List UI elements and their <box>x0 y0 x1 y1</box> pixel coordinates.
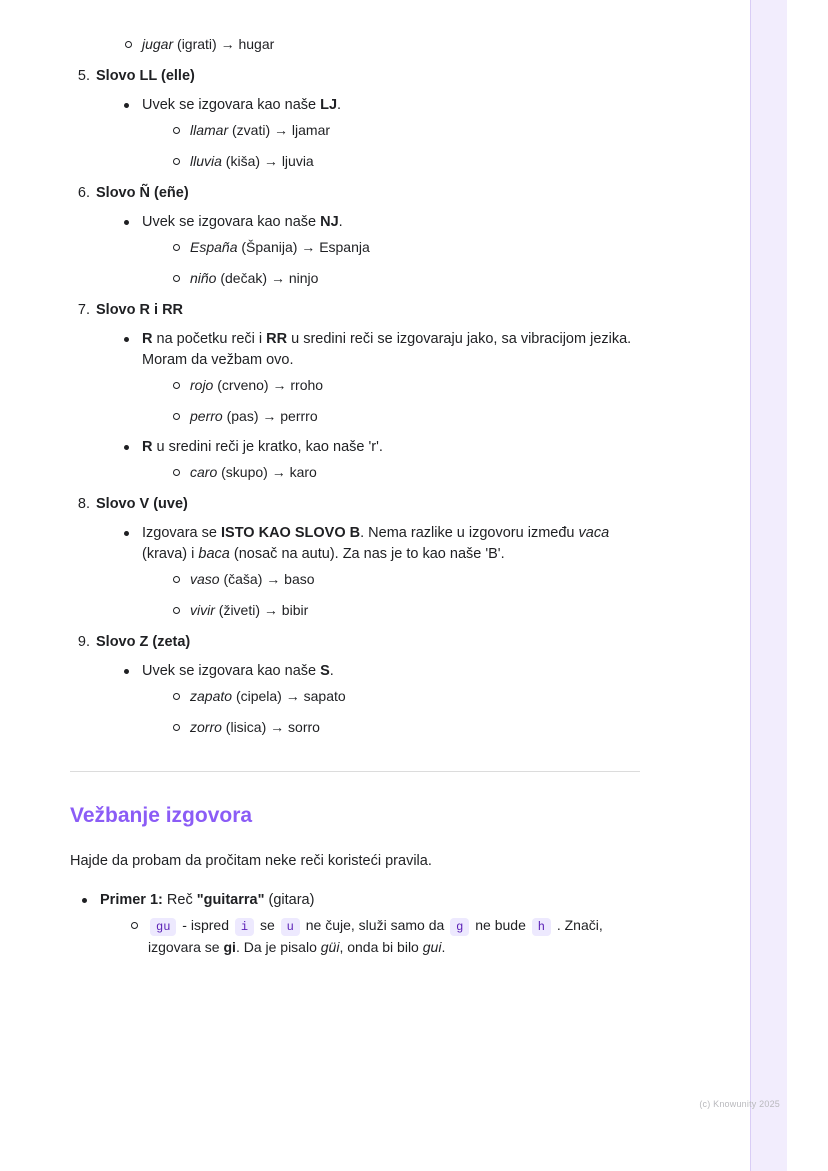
example-label: Primer 1: <box>100 892 163 908</box>
explanation-text: . Da je pisalo <box>235 939 321 955</box>
sub-list <box>142 120 640 171</box>
explanation-text: ne čuje, služi samo da <box>301 917 449 933</box>
example-word: rojo <box>190 377 214 393</box>
section-number: 6. <box>77 185 90 201</box>
rule-emphasis: R <box>142 439 153 455</box>
example-text: Reč <box>162 892 197 908</box>
sub-list-item <box>170 717 640 737</box>
rule-text: u sredini reči je kratko, kao naše 'r'. <box>152 439 383 455</box>
example-result: sapato <box>303 688 346 704</box>
sub-list <box>100 915 640 957</box>
sub-list <box>142 237 640 288</box>
example-word: España <box>190 239 238 255</box>
code-chip-h: h <box>532 918 551 936</box>
example-gloss: (igrati) <box>177 36 217 52</box>
arrow-icon: → <box>262 408 277 424</box>
section-item <box>70 493 640 620</box>
arrow-icon: → <box>272 377 287 393</box>
explanation-text: ne bude <box>471 917 530 933</box>
example-gloss: (zvati) <box>232 122 271 138</box>
example-result: ninjo <box>288 270 319 286</box>
explanation-italic: gui <box>422 939 442 955</box>
bullet-list <box>96 661 640 737</box>
rule-text: (krava) i <box>142 546 199 562</box>
bullet-item <box>120 329 640 426</box>
example-result: ljamar <box>291 122 331 138</box>
example-result: Espanja <box>319 239 370 255</box>
example-word: vaso <box>190 571 220 587</box>
example-result: rroho <box>290 377 324 393</box>
bullet-item <box>120 212 640 288</box>
sub-list-item <box>170 120 640 140</box>
sub-list-item <box>122 34 640 54</box>
section-title: Slovo Z (zeta) <box>96 634 191 650</box>
explanation-text: , onda bi bilo <box>339 939 423 955</box>
rule-emphasis: ISTO KAO SLOVO B <box>221 525 361 541</box>
watermark: (c) Knowunity 2025 <box>699 1099 780 1109</box>
rule-text-end: (nosač na autu). Za nas je to kao naše 'B'. <box>229 546 505 562</box>
rule-emphasis: R <box>142 331 153 347</box>
example-result: baso <box>284 571 315 587</box>
example-word: llamar <box>190 122 229 138</box>
arrow-icon: → <box>263 153 278 169</box>
example-gloss: (pas) <box>226 408 259 424</box>
rule-text: Uvek se izgovara kao naše <box>142 97 321 113</box>
arrow-icon: → <box>220 36 235 52</box>
section-title: Slovo LL (elle) <box>96 68 195 84</box>
example-gloss: (živeti) <box>218 602 261 618</box>
rule-italic-word: vaca <box>578 525 610 541</box>
code-chip-gu: gu <box>150 918 176 936</box>
rule-emphasis: S <box>320 663 330 679</box>
example-gloss: (čaša) <box>223 571 263 587</box>
section-title: Slovo V (uve) <box>96 496 188 512</box>
sub-list-continued <box>94 34 640 54</box>
rule-text: Uvek se izgovara kao naše <box>142 214 321 230</box>
arrow-icon: → <box>285 688 300 704</box>
arrow-icon: → <box>263 602 278 618</box>
example-gloss: (dečak) <box>220 270 268 286</box>
example-word: perro <box>190 408 223 424</box>
sub-list <box>142 569 640 620</box>
page-title: Vežbanje izgovora <box>70 804 253 827</box>
sub-list-item <box>170 268 640 288</box>
example-result: ljuvia <box>281 153 314 169</box>
sub-list-item <box>170 462 640 482</box>
rule-text-end: u sredini reči se izgovaraju jako, sa vibracijom jezika. Moram da vežbam ovo. <box>142 331 632 368</box>
bullet-item <box>120 437 640 482</box>
section-number: 7. <box>77 302 90 318</box>
example-gloss: (crveno) <box>217 377 269 393</box>
code-chip-g: g <box>450 918 469 936</box>
example-word: jugar <box>142 36 174 52</box>
arrow-icon: → <box>270 270 285 286</box>
example-result: bibir <box>281 602 309 618</box>
bullet-list <box>96 329 640 482</box>
code-chip-u: u <box>281 918 300 936</box>
rule-text: Uvek se izgovara kao naše <box>142 663 321 679</box>
example-word: caro <box>190 464 218 480</box>
example-gloss: (cipela) <box>235 688 282 704</box>
example-word: zapato <box>190 688 233 704</box>
bullet-list <box>96 95 640 171</box>
arrow-icon: → <box>274 122 289 138</box>
example-word: "guitarra" <box>196 892 265 908</box>
numbered-sections-list <box>70 65 640 737</box>
example-gloss: (Španija) <box>241 239 298 255</box>
sub-list-item <box>170 237 640 257</box>
section-title: Slovo Ñ (eñe) <box>96 185 189 201</box>
sub-list-item <box>170 151 640 171</box>
sub-list-item <box>170 375 640 395</box>
rule-emphasis: RR <box>266 331 288 347</box>
code-chip-i: i <box>235 918 254 936</box>
example-gloss: (skupo) <box>221 464 268 480</box>
rule-text-end: . <box>329 663 334 679</box>
example-result: sorro <box>288 719 320 735</box>
example-result: perrro <box>280 408 318 424</box>
bullet-list <box>96 523 640 620</box>
arrow-icon: → <box>271 464 286 480</box>
arrow-icon: → <box>301 239 316 255</box>
explanation-text-end: . <box>441 939 446 955</box>
bullet-item <box>78 890 640 957</box>
explanation-text: . Znači, izgovara se <box>148 917 603 955</box>
document-content <box>70 0 640 968</box>
practice-bullet-list <box>70 890 640 957</box>
rule-text: Izgovara se <box>142 525 221 541</box>
sub-list <box>142 375 640 426</box>
rule-italic-word: baca <box>198 546 230 562</box>
example-word: niño <box>190 270 217 286</box>
rule-emphasis: LJ <box>320 97 338 113</box>
sub-list-item <box>170 686 640 706</box>
rule-text-end: . <box>338 214 343 230</box>
section-number: 9. <box>77 634 90 650</box>
sub-list-item <box>170 406 640 426</box>
sub-list <box>142 462 640 482</box>
example-result: hugar <box>238 36 275 52</box>
section-item <box>70 299 640 482</box>
sub-list-item <box>170 569 640 589</box>
explanation-text: se <box>256 917 279 933</box>
bullet-item <box>120 523 640 620</box>
continued-subitem-block <box>70 34 640 54</box>
bullet-item <box>120 661 640 737</box>
sub-list <box>142 686 640 737</box>
right-gutter-band <box>751 0 787 1171</box>
explanation-emphasis: gi <box>223 939 236 955</box>
sub-list-item <box>170 600 640 620</box>
section-item <box>70 182 640 288</box>
right-gutter-line <box>750 0 751 1171</box>
bullet-item <box>120 95 640 171</box>
example-word: vivir <box>190 602 215 618</box>
intro-paragraph: Hajde da probam da pročitam neke reči koristeći pravila. <box>70 853 432 869</box>
rule-text-end: . <box>337 97 342 113</box>
example-gloss: (lisica) <box>225 719 267 735</box>
section-item <box>70 631 640 737</box>
section-divider <box>70 771 640 772</box>
section-item <box>70 65 640 171</box>
explanation-italic: güi <box>320 939 340 955</box>
section-number: 8. <box>77 496 90 512</box>
arrow-icon: → <box>270 719 285 735</box>
arrow-icon: → <box>266 571 281 587</box>
rule-text: na početku reči i <box>152 331 267 347</box>
rule-emphasis: NJ <box>320 214 339 230</box>
section-number: 5. <box>77 68 90 84</box>
rule-text: . Nema razlike u izgovoru između <box>360 525 579 541</box>
example-gloss: (kiša) <box>225 153 261 169</box>
example-word: zorro <box>190 719 222 735</box>
right-margin <box>787 0 828 1171</box>
example-word: lluvia <box>190 153 222 169</box>
example-gloss: (gitara) <box>264 892 315 908</box>
explanation-text: - ispred <box>178 917 233 933</box>
sub-list-item <box>128 915 640 957</box>
example-result: karo <box>289 464 317 480</box>
bullet-list <box>96 212 640 288</box>
section-title: Slovo R i RR <box>96 302 184 318</box>
